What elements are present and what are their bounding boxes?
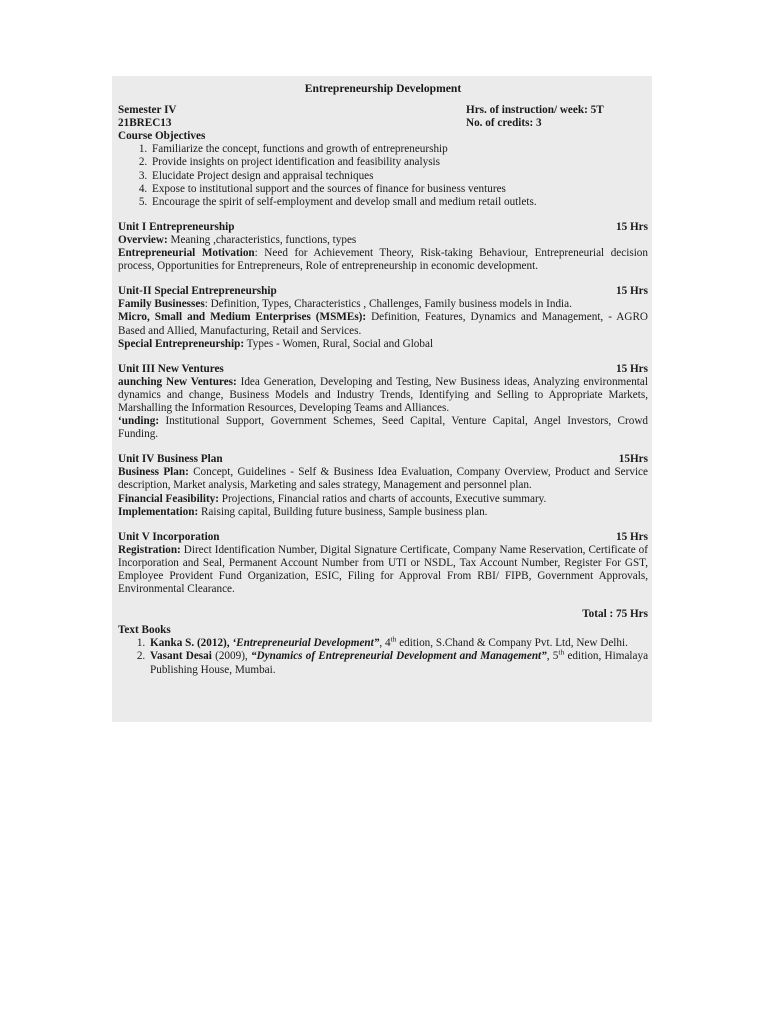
semester-label: Semester IV [118, 104, 177, 117]
unit-paragraph [118, 298, 648, 311]
objective-item: 4. Expose to institutional support and the sources of finance for business ventures [150, 183, 648, 196]
unit-hours: 15Hrs [618, 453, 648, 466]
topic-label: ‘unding: [118, 415, 160, 428]
unit-1 [118, 221, 648, 273]
unit-paragraph [118, 247, 648, 273]
topic-text: Concept, Guidelines - Self & Business Idea Evaluation, Company Overview, Product and Service description, Market analysis, Marketing and sales strategy, Management and personnel plan. [118, 466, 648, 492]
unit-paragraph [118, 466, 648, 492]
unit-5 [118, 531, 648, 596]
textbook-item [148, 647, 649, 676]
topic-text: Institutional Support, Government Schemes, Seed Capital, Venture Capital, Angel Investors, Crowd Funding. [118, 415, 648, 441]
topic-text: : Need for Achievement Theory, Risk-taking Behaviour, Entrepreneurial decision process, Opportunities for Entrepreneurs, Role of entrepreneurship in economic development. [118, 247, 648, 273]
unit-hours: 15 Hrs [615, 220, 648, 233]
topic-label: Implementation: [118, 505, 199, 518]
unit-2 [118, 285, 648, 350]
topic-label: aunching New Ventures: [118, 375, 237, 388]
unit-title: Unit III New Ventures [118, 362, 224, 375]
unit-paragraph [118, 415, 648, 441]
book-edition: , 4 [379, 637, 391, 650]
unit-hours: 15 Hrs [615, 362, 648, 375]
unit-hours: 15 Hrs [615, 530, 648, 543]
unit-heading [118, 363, 648, 376]
total-hours: Total : 75 Hrs [582, 608, 648, 621]
topic-text: Definition, Features, Dynamics and Management, - AGRO Based and Allied, Manufacturing, Retail and Services. [118, 311, 648, 337]
unit-4 [118, 453, 648, 518]
book-year: (2012), [194, 637, 233, 650]
unit-heading [118, 453, 648, 466]
unit-paragraph [118, 493, 648, 506]
book-edition: , 5 [546, 650, 559, 663]
syllabus-page [118, 80, 648, 677]
book-edition-suffix: th [390, 634, 397, 644]
topic-text: Types - Women, Rural, Social and Global [244, 337, 434, 350]
unit-heading [118, 285, 648, 298]
course-meta-row-2 [118, 117, 648, 130]
unit-paragraph [118, 338, 648, 351]
unit-title: Unit IV Business Plan [118, 453, 223, 466]
unit-hours: 15 Hrs [615, 285, 648, 298]
book-publisher: edition, Himalaya Publishing House, Mumbai. [150, 650, 649, 676]
book-author: Kanka S. [150, 637, 195, 650]
objectives-list [118, 143, 648, 208]
unit-title: Unit V Incorporation [118, 530, 220, 543]
credits: No. of credits: 3 [466, 117, 542, 130]
book-title: “Dynamics of Entrepreneurial Development and Management” [250, 650, 547, 663]
unit-heading [118, 531, 648, 544]
unit-paragraph [118, 544, 648, 596]
unit-title: Unit-II Special Entrepreneurship [118, 285, 277, 298]
objectives-heading: Course Objectives [118, 130, 206, 143]
course-meta-row-1 [118, 104, 648, 117]
unit-title: Unit I Entrepreneurship [118, 220, 235, 233]
topic-label: Entrepreneurial Motivation [118, 247, 255, 260]
unit-paragraph [118, 506, 648, 519]
objective-item: 1. Familiarize the concept, functions and growth of entrepreneurship [150, 143, 648, 156]
topic-label: Overview: [118, 233, 168, 246]
book-author: Vasant Desai [150, 650, 212, 663]
objective-item: 2. Provide insights on project identification and feasibility analysis [150, 156, 648, 169]
book-edition-suffix: th [558, 647, 565, 657]
topic-text: Projections, Financial ratios and charts of accounts, Executive summary. [219, 492, 547, 505]
unit-heading [118, 221, 648, 234]
topic-label: Family Businesses [118, 298, 205, 311]
book-publisher: edition, S.Chand & Company Pvt. Ltd, New Delhi. [396, 637, 628, 650]
topic-label: Financial Feasibility: [118, 492, 219, 505]
topic-label: Special Entrepreneurship: [118, 337, 245, 350]
topic-text: Raising capital, Building future business, Sample business plan. [198, 505, 488, 518]
unit-paragraph [118, 376, 648, 415]
textbooks-list [118, 634, 649, 676]
hours-per-week: Hrs. of instruction/ week: 5T [466, 104, 604, 117]
objective-item: 5. Encourage the spirit of self-employment and develop small and medium retail outlets. [150, 196, 648, 209]
book-title: ‘Entrepreneurial Development” [232, 637, 380, 650]
book-year: (2009), [211, 650, 251, 663]
textbook-item [148, 634, 648, 650]
course-code: 21BREC13 [118, 117, 172, 130]
textbooks-heading: Text Books [118, 624, 171, 637]
page-title: Entrepreneurship Development [304, 82, 462, 95]
objective-item: 3. Elucidate Project design and appraisal techniques [150, 170, 648, 183]
topic-text: : Definition, Types, Characteristics , Challenges, Family business models in India. [204, 298, 572, 311]
unit-3 [118, 363, 648, 442]
unit-paragraph [118, 234, 648, 247]
topic-label: Micro, Small and Medium Enterprises (MSMEs): [118, 311, 367, 324]
topic-text: Direct Identification Number, Digital Signature Certificate, Company Name Reservation, Certificate of Incorporation and Seal, Permanent Account Number from UTI or NSDL, Tax Account Number, Register For GST, Employee Provident Fund Organization, ESIC, Filing for Approval From RBI/ FIPB, Government Approvals, Environmental Clearance. [118, 543, 648, 596]
topic-label: Business Plan: [118, 466, 189, 479]
topic-text: Meaning ,characteristics, functions, types [167, 233, 357, 246]
unit-paragraph [118, 311, 648, 337]
topic-label: Registration: [118, 543, 181, 556]
topic-text: Idea Generation, Developing and Testing, New Business ideas, Analyzing environmental dynamics and change, Business Models and Industry Trends, Identifying and Selling to Appropriate Markets, Marshalling the Information Resources, Developing Teams and Alliances. [118, 375, 648, 414]
